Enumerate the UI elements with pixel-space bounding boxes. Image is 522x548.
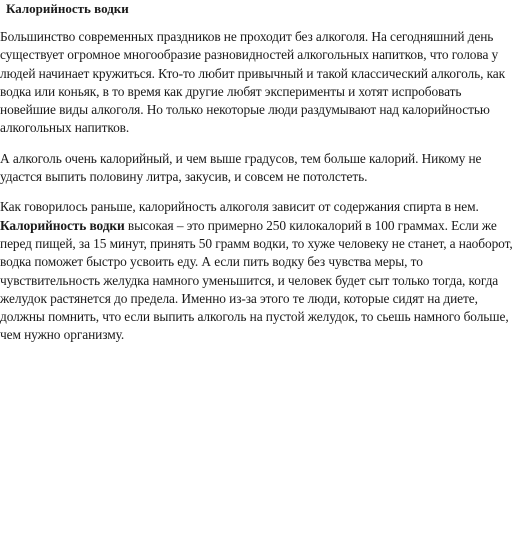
paragraph-text-start: Как говорилось раньше, калорийность алкоголя зависит от содержания спирта в нем. [0,199,479,215]
highlighted-phrase: Калорийность водки [0,217,125,233]
paragraph-calories: А алкоголь очень калорийный, и чем выше градусов, тем больше калорий. Никому не удастся выпить половину литра, закусив, и совсем не потолстеть. [0,150,482,185]
paragraph-text-end: высокая – это примерно 250 килокалорий в 100 граммах. Если же перед пищей, за 15 минут, принять 50 грамм водки, то хуже человеку не станет, а наоборот, водка поможет быстро усвоить еду. А если пить водку без чувства меры, то чувствительность желудка намного уменьшится, и человек будет сыт только тогда, когда желудок растянется до предела. Именно из-за этого те люди, которые сидят на диете, должны помнить, что если выпить алкоголь на пустой желудок, то сьешь намного больше, чем нужно организму. [0,217,513,343]
article-title: Калорийность водки [6,1,129,16]
paragraph-vodka-calories [0,198,516,344]
paragraph-intro: Большинство современных праздников не проходит без алкоголя. На сегодняшний день существует огромное многообразие разновидностей алкогольных напитков, что голова у людей начинает кружиться. Кто-то любит привычный и такой классический алкоголь, как водка или коньяк, в то время как другие любят эксперименты и хотят испробовать новейшие виды алкоголя. Но только некоторые люди раздумывают над калорийностью алкогольных напитков. [0,29,506,136]
